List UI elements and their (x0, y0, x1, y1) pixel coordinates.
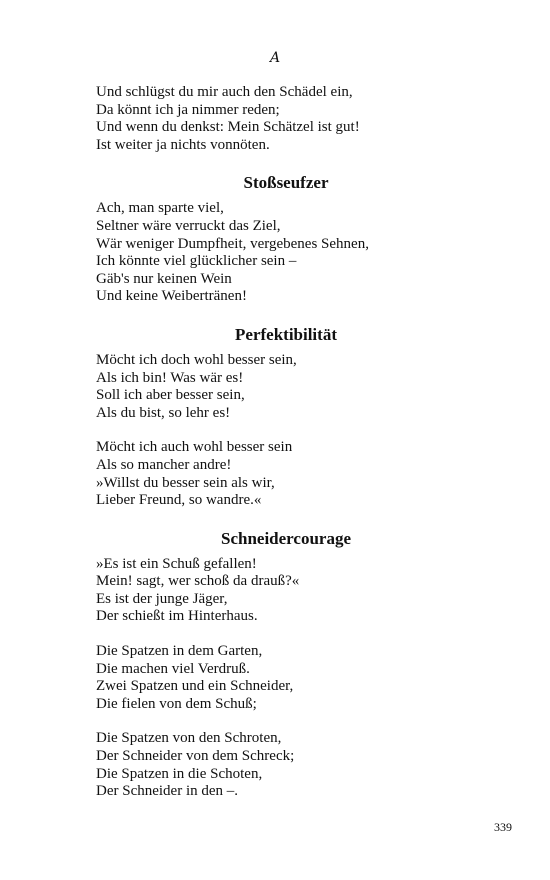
verse-line: Da könnt ich ja nimmer reden; (96, 101, 280, 118)
verse-line: Gäb's nur keinen Wein (96, 270, 232, 287)
poem-title-schneidercourage: Schneidercourage (220, 528, 351, 548)
verse-line: Möcht ich doch wohl besser sein, (96, 351, 297, 368)
verse-line: Lieber Freund, so wandre.« (96, 492, 262, 509)
verse-line: Die machen viel Verdruß. (96, 660, 250, 677)
stanza-gap (96, 626, 476, 643)
poem-perfektibilitaet-stanza-1 (96, 352, 476, 422)
verse-line: Wär weniger Dumpfheit, vergebenes Sehnen, (96, 235, 369, 252)
stanza-gap (96, 422, 476, 439)
verse-line: Ist weiter ja nichts vonnöten. (96, 136, 270, 153)
verse-line: Und schlügst du mir auch den Schädel ein, (96, 84, 353, 100)
poem-schneidercourage-stanza-1 (96, 556, 476, 626)
page-number: 339 (494, 820, 512, 834)
intro-stanza (96, 84, 476, 154)
verse-line: Die Spatzen in die Schoten, (96, 765, 263, 782)
verse-line: Die fielen von dem Schuß; (96, 695, 257, 712)
poem-title-perfektibilitaet: Perfektibilität (235, 324, 337, 344)
verse-line: Ach, man sparte viel, (96, 200, 224, 217)
verse-line: Es ist der junge Jäger, (96, 590, 228, 607)
verse-line: »Es ist ein Schuß gefallen! (96, 555, 257, 572)
page-content (96, 84, 476, 801)
verse-line: Soll ich aber besser sein, (96, 387, 245, 404)
verse-line: »Willst du besser sein als wir, (96, 474, 275, 491)
poem-stossseufzer-stanza (96, 200, 476, 306)
poem-title-stossseufzer: Stoßseufzer (243, 173, 329, 193)
verse-line: Die Spatzen von den Schroten, (96, 730, 282, 747)
verse-line: Als so mancher andre! (96, 456, 232, 473)
stanza-gap (96, 713, 476, 730)
poem-schneidercourage-stanza-2 (96, 643, 476, 713)
verse-line: Die Spatzen in dem Garten, (96, 643, 263, 660)
verse-line: Als du bist, so lehr es! (96, 404, 231, 421)
verse-line: Der schießt im Hinterhaus. (96, 608, 258, 625)
verse-line: Und keine Weibertränen! (96, 288, 247, 305)
verse-line: Der Schneider von dem Schreck; (96, 748, 295, 765)
verse-line: Seltner wäre verruckt das Ziel, (96, 217, 281, 234)
poem-schneidercourage-stanza-3 (96, 730, 476, 800)
verse-line: Zwei Spatzen und ein Schneider, (96, 678, 294, 695)
poem-perfektibilitaet-stanza-2 (96, 439, 476, 509)
verse-line: Mein! sagt, wer schoß da drauß?« (96, 573, 300, 590)
verse-line: Und wenn du denkst: Mein Schätzel ist gut! (96, 119, 360, 136)
running-header: A (269, 50, 281, 66)
verse-line: Der Schneider in den –. (96, 783, 239, 800)
verse-line: Ich könnte viel glücklicher sein – (96, 253, 297, 270)
verse-line: Möcht ich auch wohl besser sein (96, 439, 293, 456)
verse-line: Als ich bin! Was wär es! (96, 369, 244, 386)
